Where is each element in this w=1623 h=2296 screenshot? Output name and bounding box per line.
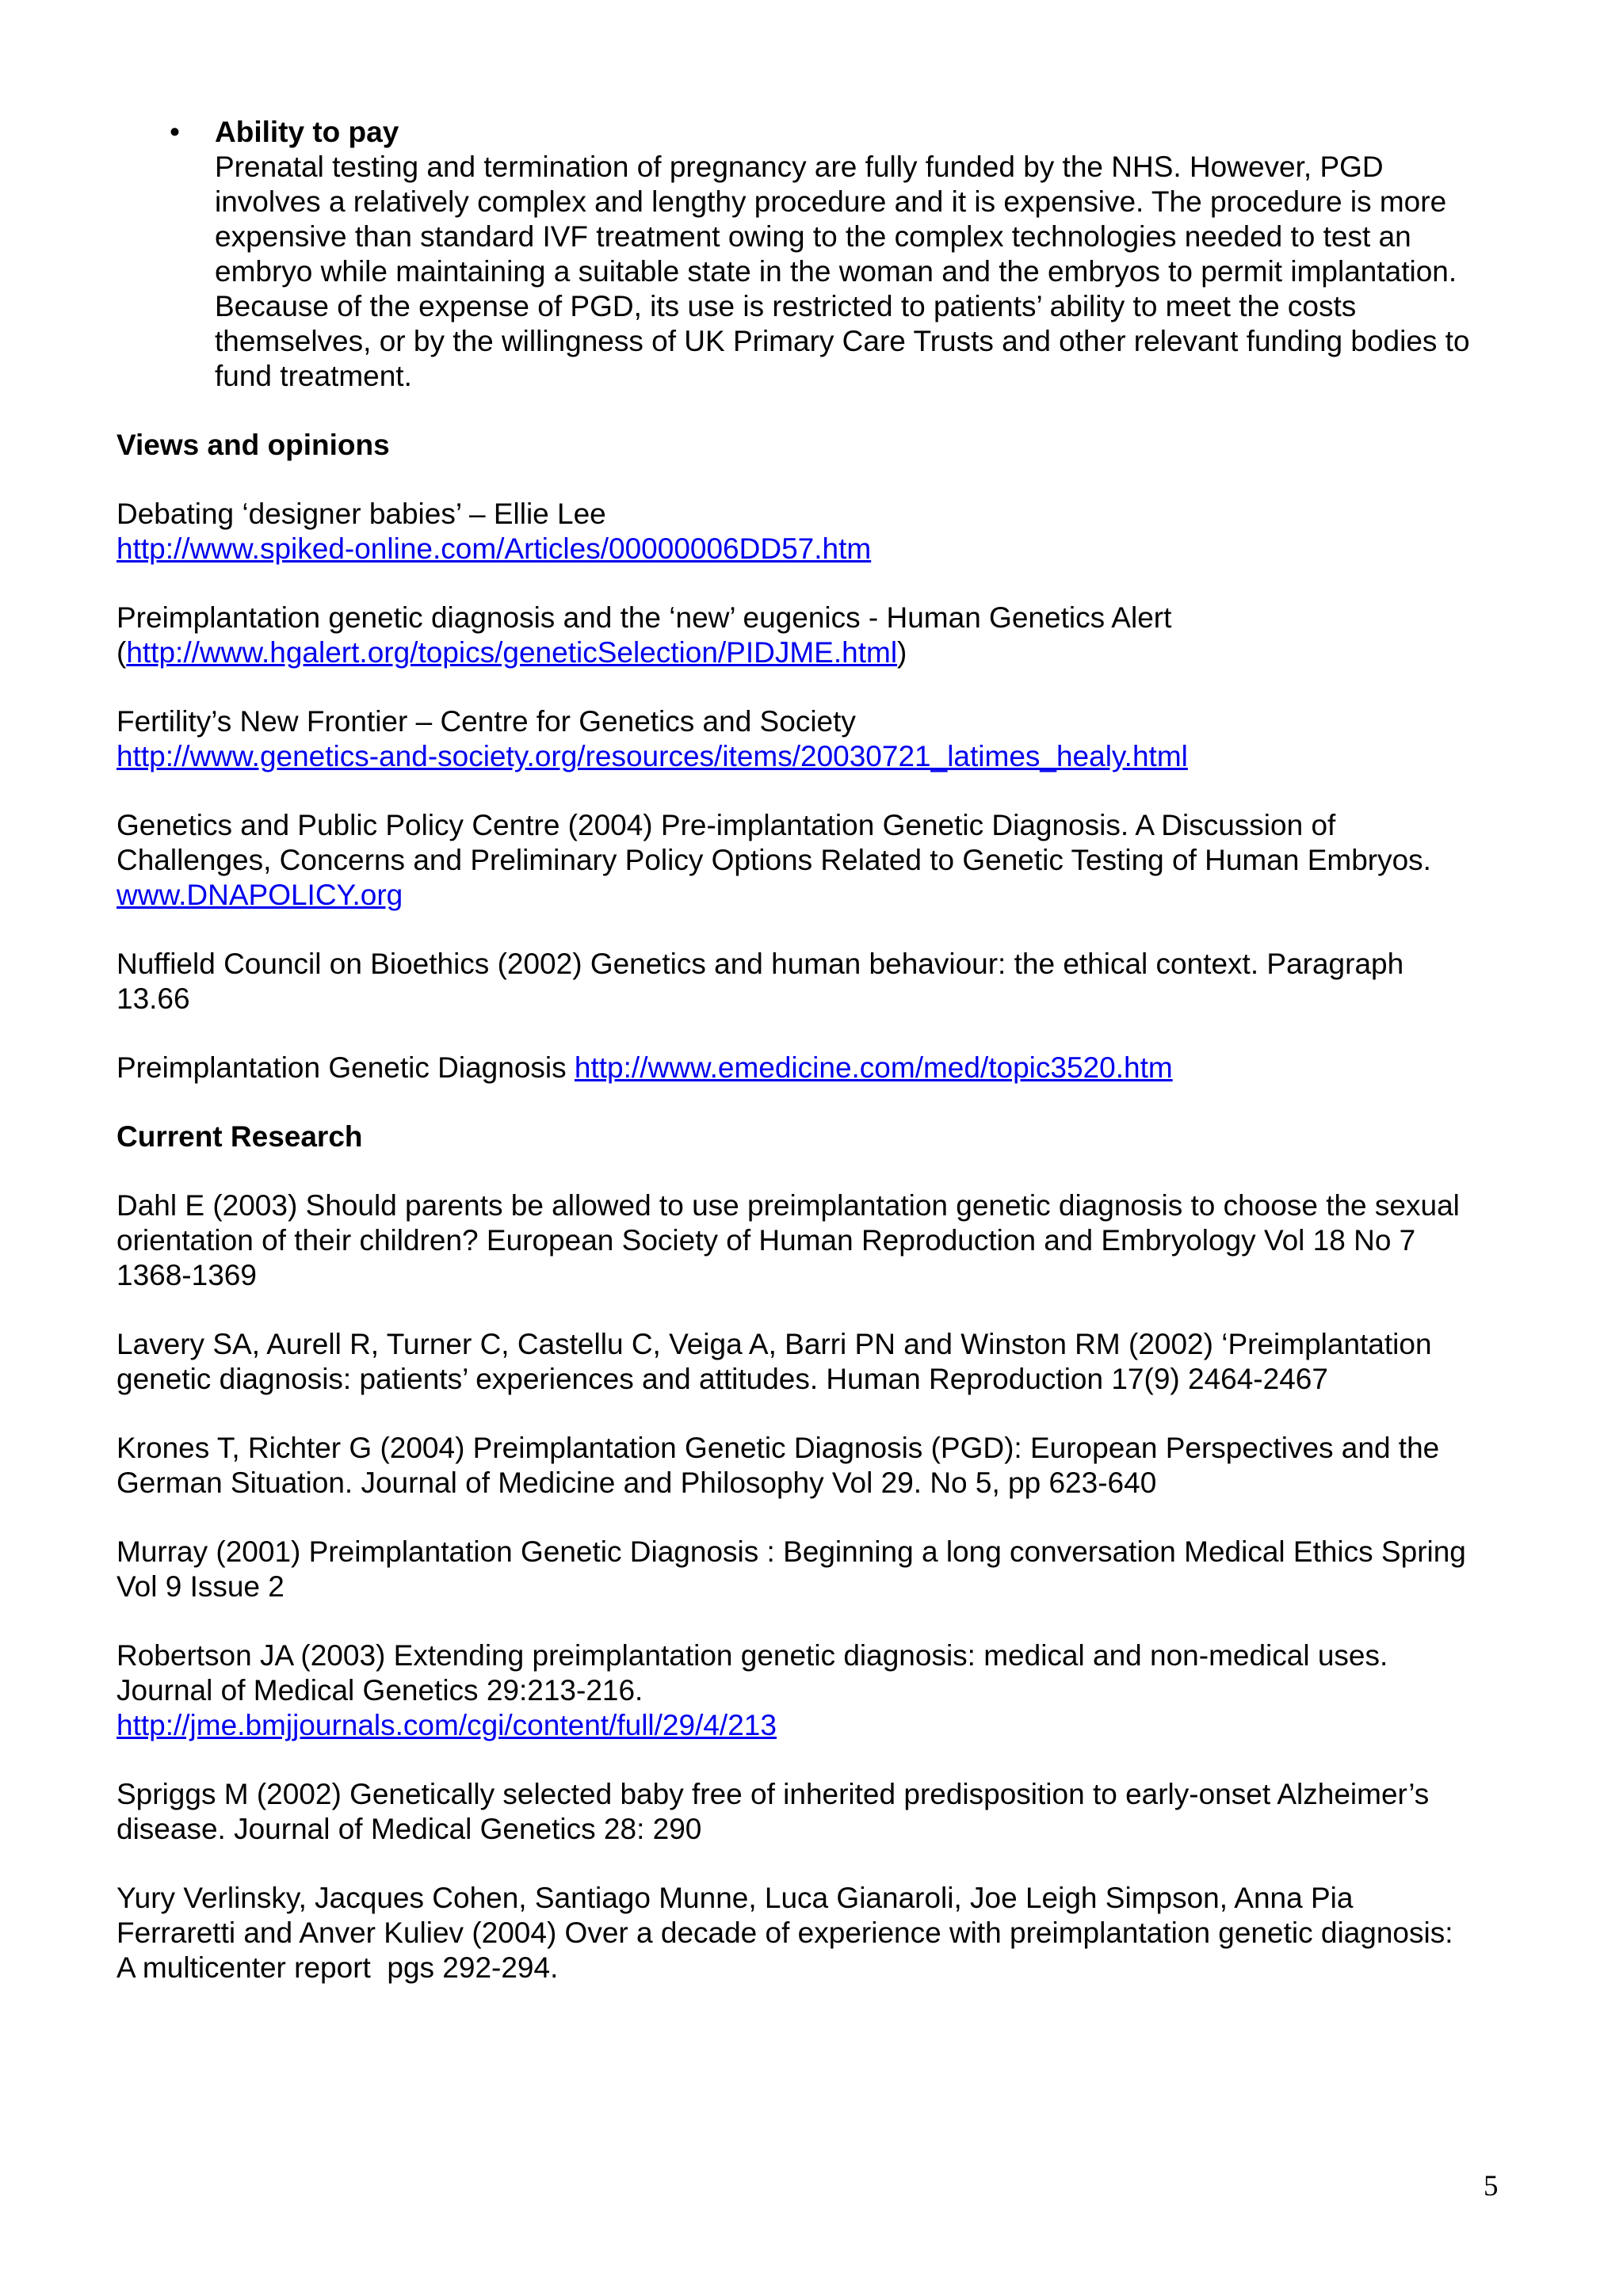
research-entry	[116, 1535, 1511, 1604]
views-heading: Views and opinions	[116, 429, 390, 461]
bullet-line: embryo while maintaining a suitable state in the woman and the embryos to permit implantation.	[215, 255, 1457, 288]
entry-line: Ferraretti and Anver Kuliev (2004) Over a decade of experience with preimplantation genetic diagnosis:	[116, 1917, 1453, 1949]
bullet-line: Because of the expense of PGD, its use is restricted to patients’ ability to meet the costs	[215, 290, 1357, 322]
bullet-line: fund treatment.	[215, 360, 412, 392]
research-entry	[116, 1638, 1511, 1743]
reference-link[interactable]: http://www.spiked-online.com/Articles/00000006DD57.htm	[116, 532, 872, 565]
page-number: 5	[1484, 2170, 1499, 2203]
views-entry	[116, 601, 1511, 670]
entry-line: Krones T, Richter G (2004) Preimplantation Genetic Diagnosis (PGD): European Perspectives and the	[116, 1432, 1440, 1464]
entry-line: German Situation. Journal of Medicine and Philosophy Vol 29. No 5, pp 623-640	[116, 1466, 1157, 1499]
entry-line: Dahl E (2003) Should parents be allowed to use preimplantation genetic diagnosis to choose the sexual	[116, 1189, 1460, 1222]
entry-line: disease. Journal of Medical Genetics 28: 290	[116, 1813, 702, 1845]
research-entry	[116, 1777, 1511, 1847]
views-entry	[116, 947, 1511, 1016]
entry-line: Lavery SA, Aurell R, Turner C, Castellu C, Veiga A, Barri PN and Winston RM (2002) ‘Preimplantation	[116, 1328, 1432, 1360]
reference-link[interactable]: http://www.emedicine.com/med/topic3520.htm	[574, 1051, 1173, 1084]
reference-link[interactable]: www.DNAPOLICY.org	[116, 879, 403, 911]
entry-line: Vol 9 Issue 2	[116, 1570, 285, 1603]
entry-line: Spriggs M (2002) Genetically selected baby free of inherited predisposition to early-onset Alzheimer’s	[116, 1778, 1430, 1810]
entry-line: Yury Verlinsky, Jacques Cohen, Santiago Munne, Luca Gianaroli, Joe Leigh Simpson, Anna Pia	[116, 1882, 1354, 1914]
bullet-line: expensive than standard IVF treatment owing to the complex technologies needed to test an	[215, 220, 1411, 253]
document-page	[116, 115, 1511, 2019]
entry-line: Journal of Medical Genetics 29:213-216.	[116, 1674, 643, 1707]
views-entry	[116, 704, 1511, 774]
entry-line: Murray (2001) Preimplantation Genetic Diagnosis : Beginning a long conversation Medical Ethics Spring	[116, 1535, 1466, 1568]
entry-text: Fertility’s New Frontier – Centre for Genetics and Society	[116, 705, 856, 738]
entry-text: Preimplantation genetic diagnosis and the ‘new’ eugenics - Human Genetics Alert	[116, 601, 1172, 634]
entry-text: Genetics and Public Policy Centre (2004) Pre-implantation Genetic Diagnosis. A Discussion of	[116, 809, 1336, 841]
entry-text: Challenges, Concerns and Preliminary Policy Options Related to Genetic Testing of Human Embryos.	[116, 844, 1431, 876]
research-entry	[116, 1188, 1511, 1293]
entry-line: orientation of their children? European Society of Human Reproduction and Embryology Vol 18 No 7	[116, 1224, 1416, 1257]
entry-text: Debating ‘designer babies’ – Ellie Lee	[116, 498, 606, 530]
entry-line: 1368-1369	[116, 1259, 257, 1291]
bullet-title: Ability to pay	[215, 116, 399, 148]
bullet-ability-to-pay	[116, 115, 1511, 394]
paren-close: )	[897, 636, 907, 669]
research-heading: Current Research	[116, 1120, 363, 1153]
research-entry	[116, 1881, 1511, 1985]
reference-link[interactable]: http://www.genetics-and-society.org/resources/items/20030721_latimes_healy.html	[116, 740, 1188, 772]
bullet-dot-icon: •	[170, 116, 180, 148]
research-entry	[116, 1431, 1511, 1501]
views-entry	[116, 1051, 1511, 1085]
entry-line: A multicenter report pgs 292-294.	[116, 1951, 559, 1984]
paren-open: (	[116, 636, 127, 669]
bullet-line: themselves, or by the willingness of UK Primary Care Trusts and other relevant funding bodies to	[215, 325, 1470, 357]
entry-text: Nuffield Council on Bioethics (2002) Genetics and human behaviour: the ethical context. Paragraph	[116, 948, 1404, 980]
bullet-line: Prenatal testing and termination of pregnancy are fully funded by the NHS. However, PGD	[215, 151, 1384, 183]
entry-text: Preimplantation Genetic Diagnosis	[116, 1051, 575, 1084]
views-entry	[116, 808, 1511, 913]
reference-link[interactable]: http://www.hgalert.org/topics/geneticSelection/PIDJME.html	[126, 636, 898, 669]
bullet-line: involves a relatively complex and lengthy procedure and it is expensive. The procedure is more	[215, 185, 1447, 218]
research-entry	[116, 1327, 1511, 1397]
entry-text: 13.66	[116, 982, 190, 1015]
reference-link[interactable]: http://jme.bmjjournals.com/cgi/content/full/29/4/213	[116, 1709, 777, 1741]
entry-line: genetic diagnosis: patients’ experiences and attitudes. Human Reproduction 17(9) 2464-2467	[116, 1363, 1328, 1395]
entry-line: Robertson JA (2003) Extending preimplantation genetic diagnosis: medical and non-medical uses.	[116, 1639, 1388, 1672]
views-entry	[116, 497, 1511, 566]
